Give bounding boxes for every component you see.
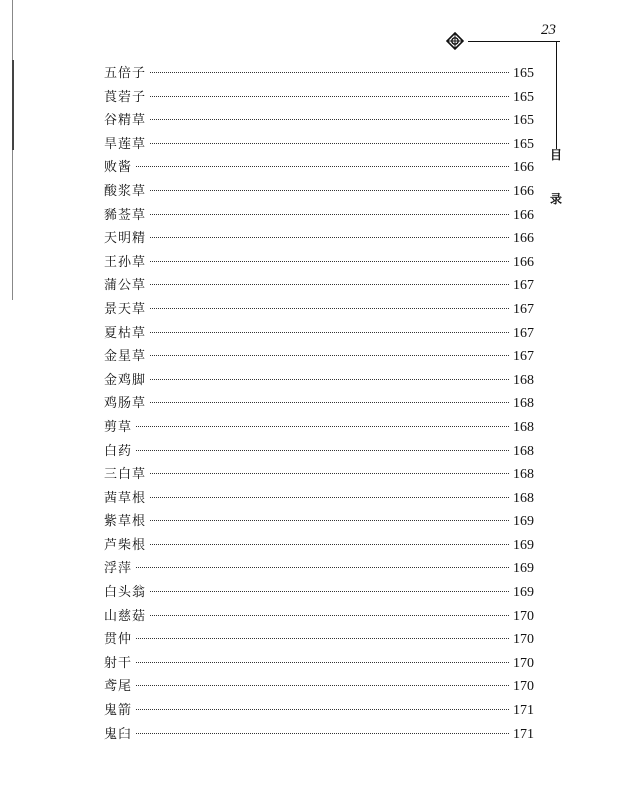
- toc-entry-page: 169: [513, 514, 534, 530]
- toc-entry-title: 三白草: [104, 467, 147, 483]
- toc-entry-page: 170: [513, 679, 534, 695]
- toc-entry-title: 剪草: [104, 419, 133, 435]
- toc-dot-leader: [150, 72, 509, 73]
- toc-dot-leader: [150, 308, 509, 309]
- toc-entry-title: 景天草: [104, 301, 147, 317]
- toc-entry-page: 167: [513, 325, 534, 341]
- toc-entry-page: 167: [513, 349, 534, 365]
- toc-entry-page: 170: [513, 608, 534, 624]
- page-header: [440, 20, 560, 50]
- toc-entry-title: 败酱: [104, 160, 133, 176]
- toc-entry-page: 166: [513, 231, 534, 247]
- page-number: 23: [541, 22, 556, 38]
- binding-edge-line: [12, 0, 13, 300]
- toc-entry-title: 酸浆草: [104, 183, 147, 199]
- toc-entry: [104, 62, 534, 86]
- toc-entry-title: 鬼箭: [104, 703, 133, 719]
- toc-dot-leader: [136, 426, 509, 427]
- toc-entry-page: 165: [513, 136, 534, 152]
- toc-entry-page: 168: [513, 372, 534, 388]
- toc-entry: [104, 699, 534, 723]
- toc-entry-page: 171: [513, 726, 534, 742]
- toc-entry: [104, 392, 534, 416]
- toc-entry: [104, 345, 534, 369]
- toc-dot-leader: [150, 119, 509, 120]
- toc-dot-leader: [136, 166, 509, 167]
- toc-entry: [104, 109, 534, 133]
- toc-entry-page: 169: [513, 561, 534, 577]
- toc-dot-leader: [136, 733, 509, 734]
- toc-entry-title: 紫草根: [104, 514, 147, 530]
- toc-dot-leader: [136, 638, 509, 639]
- toc-entry: [104, 180, 534, 204]
- toc-entry: [104, 204, 534, 228]
- toc-dot-leader: [136, 685, 509, 686]
- toc-entry-page: 168: [513, 443, 534, 459]
- toc-entry: [104, 675, 534, 699]
- toc-entry: [104, 723, 534, 747]
- toc-dot-leader: [150, 520, 509, 521]
- toc-entry: [104, 322, 534, 346]
- toc-entry-page: 170: [513, 655, 534, 671]
- toc-entry-page: 171: [513, 703, 534, 719]
- toc-entry-title: 夏枯草: [104, 325, 147, 341]
- toc-entry: [104, 369, 534, 393]
- toc-dot-leader: [136, 709, 509, 710]
- toc-entry-page: 165: [513, 113, 534, 129]
- toc-entry-page: 165: [513, 89, 534, 105]
- toc-entry-page: 168: [513, 419, 534, 435]
- toc-entry-page: 168: [513, 396, 534, 412]
- toc-entry-page: 167: [513, 278, 534, 294]
- toc-entry: [104, 510, 534, 534]
- toc-dot-leader: [136, 662, 509, 663]
- side-rule: [556, 41, 557, 149]
- toc-entry: [104, 251, 534, 275]
- toc-entry-title: 旱莲草: [104, 136, 147, 152]
- toc-entry-page: 169: [513, 537, 534, 553]
- diamond-ornament-icon: [446, 32, 464, 50]
- toc-entry-page: 167: [513, 301, 534, 317]
- toc-entry-title: 五倍子: [104, 66, 147, 81]
- toc-entry-title: 鬼臼: [104, 726, 133, 742]
- toc-dot-leader: [150, 96, 509, 97]
- toc-entry: [104, 463, 534, 487]
- toc-dot-leader: [150, 591, 509, 592]
- toc-entry-page: 166: [513, 183, 534, 199]
- toc-entry-page: 169: [513, 585, 534, 601]
- toc-entry: [104, 487, 534, 511]
- toc-entry: [104, 581, 534, 605]
- toc-entry: [104, 440, 534, 464]
- toc-entry-title: 蒲公草: [104, 278, 147, 294]
- toc-dot-leader: [150, 497, 509, 498]
- header-rule: [468, 41, 560, 42]
- toc-entry-title: 王孙草: [104, 254, 147, 270]
- toc-entry-title: 茜草根: [104, 490, 147, 506]
- toc-entry-page: 166: [513, 160, 534, 176]
- toc-dot-leader: [150, 402, 509, 403]
- toc-entry: [104, 274, 534, 298]
- toc-entry-title: 莨菪子: [104, 89, 147, 105]
- toc-entry-page: 166: [513, 254, 534, 270]
- toc-entry: [104, 557, 534, 581]
- toc-dot-leader: [150, 214, 509, 215]
- toc-dot-leader: [136, 450, 509, 451]
- table-of-contents: [104, 62, 534, 746]
- toc-entry: [104, 156, 534, 180]
- toc-dot-leader: [150, 473, 509, 474]
- toc-dot-leader: [150, 190, 509, 191]
- toc-entry-title: 白药: [104, 443, 133, 459]
- toc-entry-title: 金鸡脚: [104, 372, 147, 388]
- toc-entry-title: 贯仲: [104, 632, 133, 648]
- toc-entry-title: 射干: [104, 655, 133, 671]
- toc-entry: [104, 628, 534, 652]
- toc-entry: [104, 227, 534, 251]
- toc-entry: [104, 605, 534, 629]
- toc-entry-title: 鸡肠草: [104, 396, 147, 412]
- toc-entry: [104, 133, 534, 157]
- toc-entry-title: 浮萍: [104, 561, 133, 577]
- toc-dot-leader: [150, 544, 509, 545]
- toc-entry: [104, 416, 534, 440]
- toc-entry-title: 谷精草: [104, 113, 147, 129]
- toc-dot-leader: [150, 615, 509, 616]
- toc-entry-title: 山慈菇: [104, 608, 147, 624]
- toc-entry-title: 豨莶草: [104, 207, 147, 223]
- toc-entry: [104, 86, 534, 110]
- toc-entry-page: 170: [513, 632, 534, 648]
- toc-dot-leader: [150, 143, 509, 144]
- toc-dot-leader: [150, 355, 509, 356]
- toc-dot-leader: [150, 379, 509, 380]
- toc-dot-leader: [136, 567, 509, 568]
- toc-entry-title: 芦柴根: [104, 537, 147, 553]
- toc-entry-title: 白头翁: [104, 585, 147, 601]
- toc-dot-leader: [150, 261, 509, 262]
- toc-entry: [104, 298, 534, 322]
- side-label-lu: 录: [549, 192, 562, 206]
- toc-entry-page: 168: [513, 467, 534, 483]
- toc-dot-leader: [150, 332, 509, 333]
- toc-entry-page: 166: [513, 207, 534, 223]
- toc-entry: [104, 534, 534, 558]
- toc-entry-title: 金星草: [104, 349, 147, 365]
- toc-entry: [104, 652, 534, 676]
- toc-entry-title: 天明精: [104, 231, 147, 247]
- toc-entry-page: 168: [513, 490, 534, 506]
- toc-dot-leader: [150, 284, 509, 285]
- toc-entry-page: 165: [513, 66, 534, 81]
- toc-entry-title: 鸢尾: [104, 679, 133, 695]
- side-label-mu: 目: [549, 148, 562, 162]
- toc-dot-leader: [150, 237, 509, 238]
- binding-edge-mark: [12, 60, 14, 150]
